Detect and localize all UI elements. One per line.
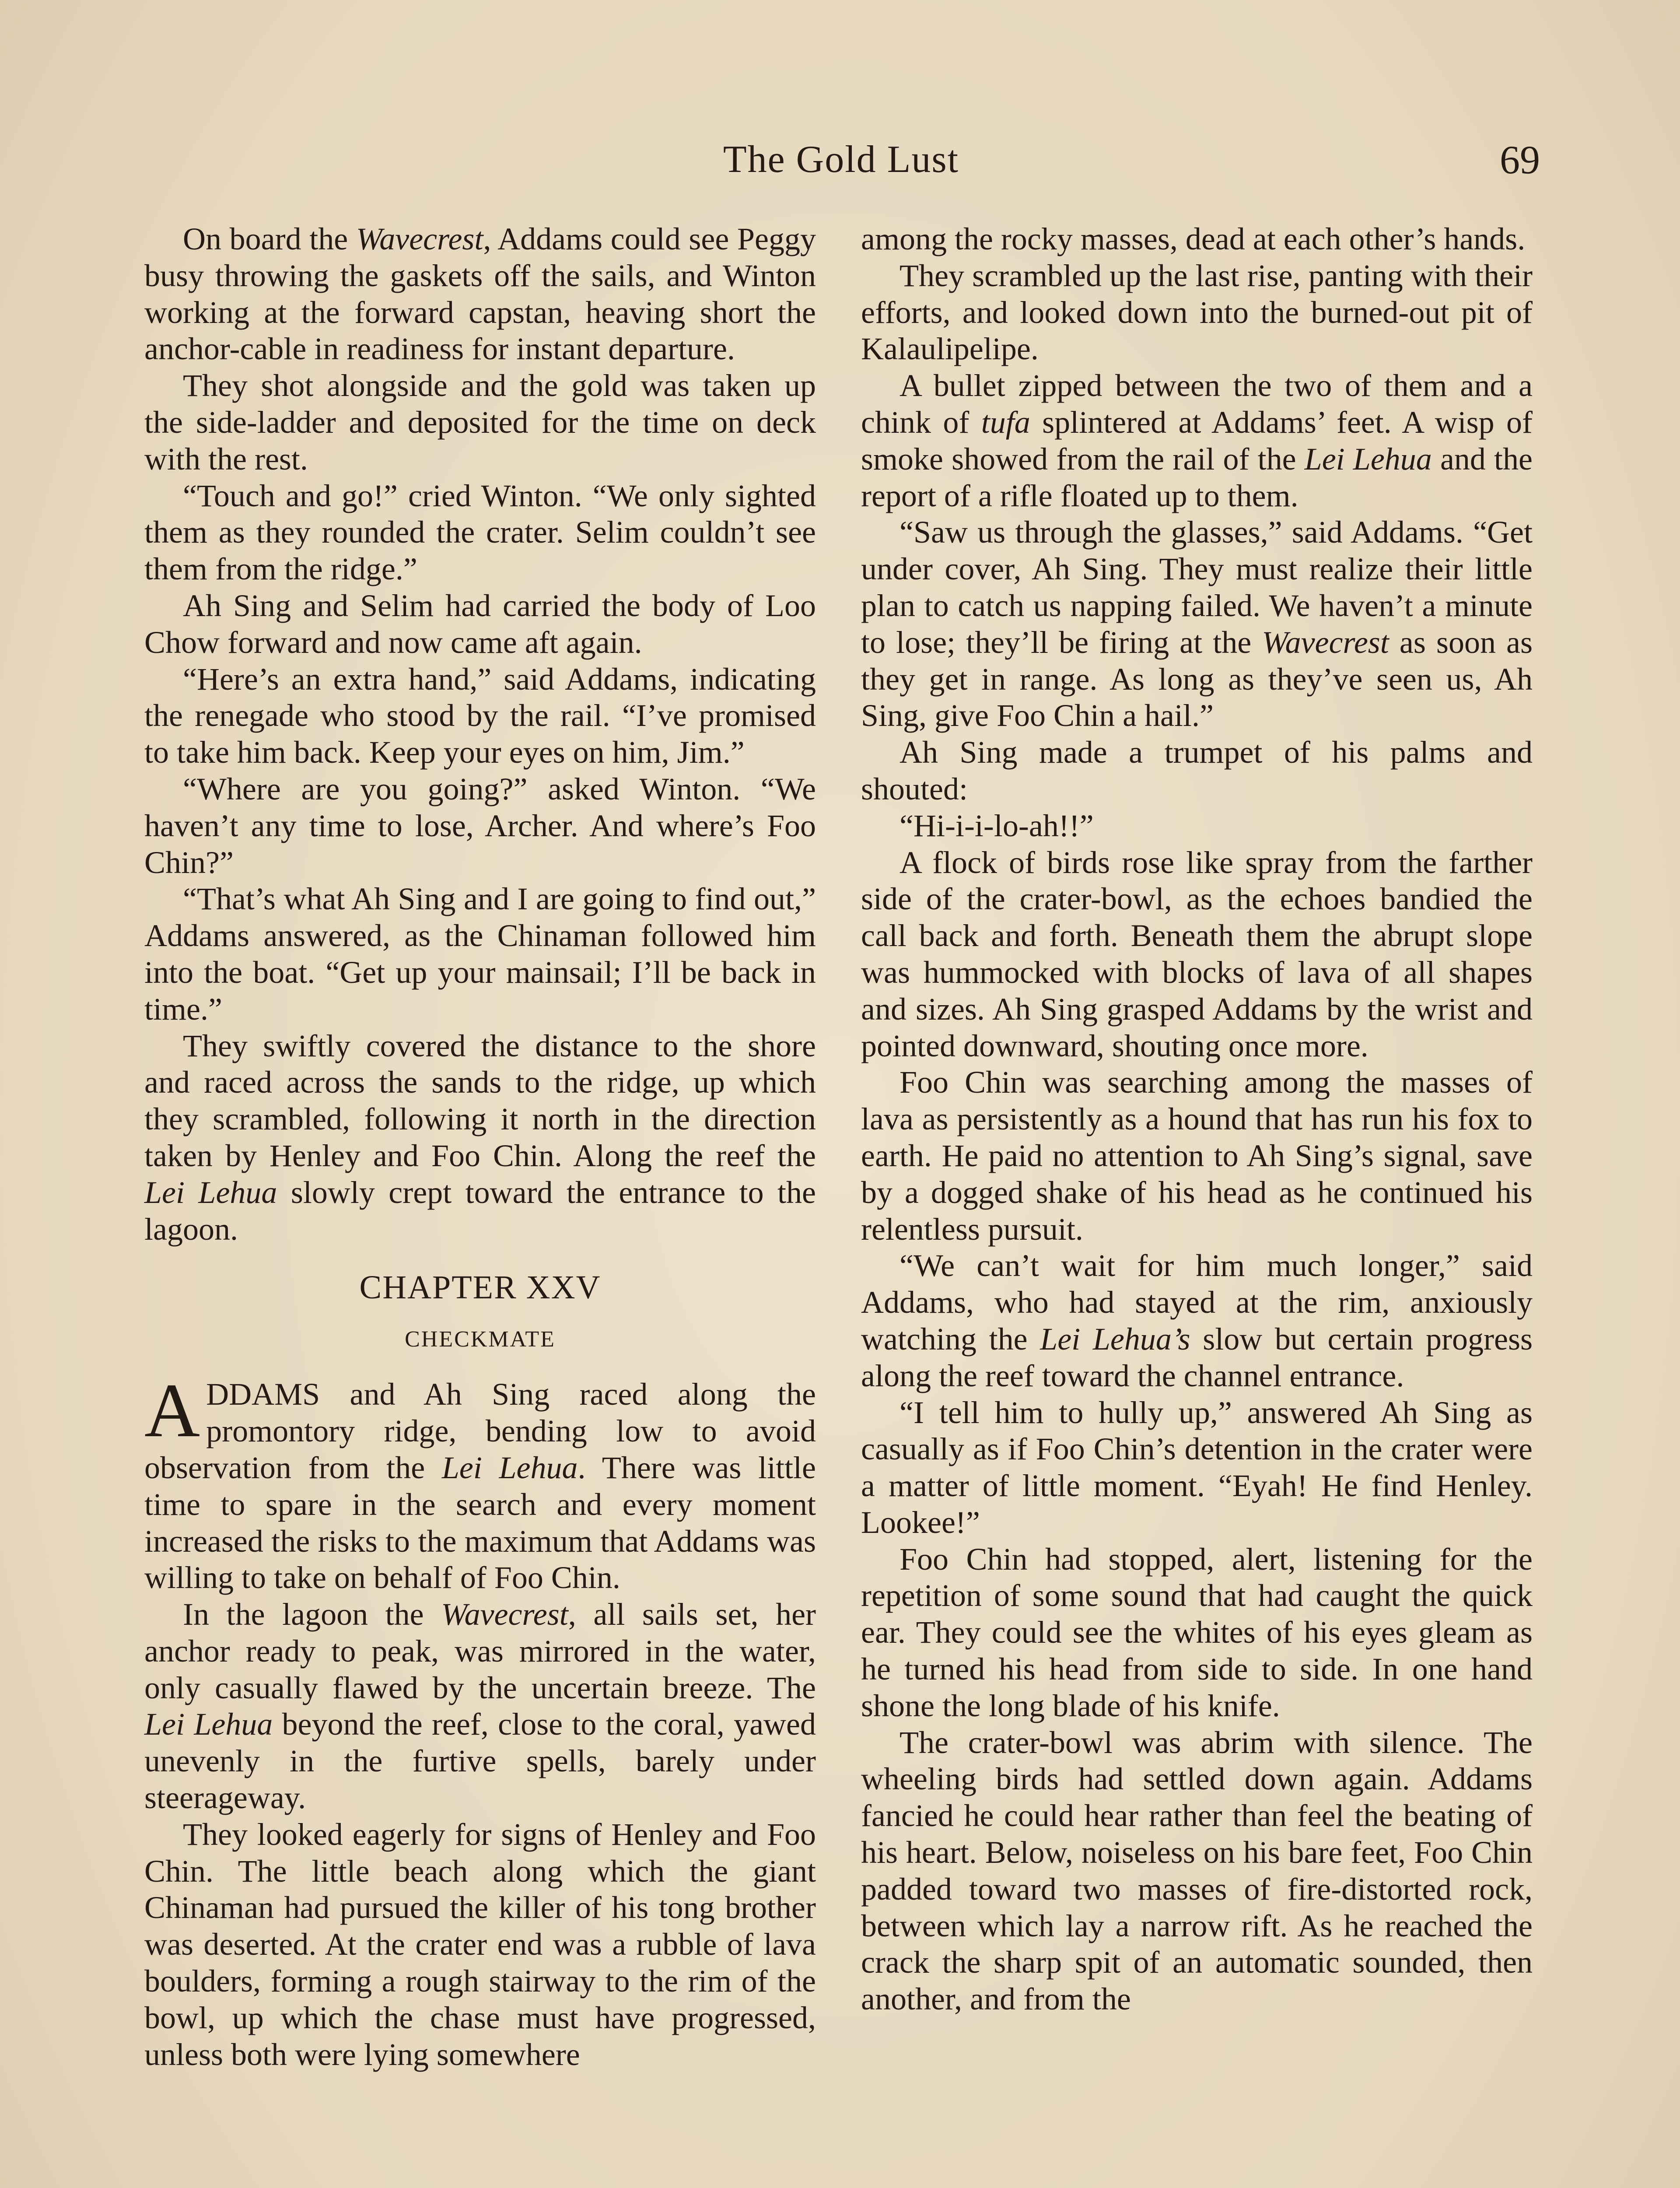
paragraph: “That’s what Ah Sing and I are going to find out,” Addams answered, as the Chinaman followed him into the boat. “Get up your mainsail; I’ll be back in time.”	[144, 881, 816, 1027]
paragraph: “Saw us through the glasses,” said Addams. “Get under cover, Ah Sing. They must realize their little plan to catch us napping failed. We haven’t a minute to lose; they’ll be firing at the Wavecrest as soon as they get in range. As long as they’ve seen us, Ah Sing, give Foo Chin a hail.”	[861, 515, 1533, 733]
paragraph: “I tell him to hully up,” answered Ah Sing as casually as if Foo Chin’s detention in the crater were a matter of little moment. “Eyah! He find Henley. Lookee!”	[861, 1395, 1533, 1540]
paragraph: The crater-bowl was abrim with silence. The wheeling birds had settled down again. Addams fancied he could hear rather than feel the beating of his heart. Below, noiseless on his bare feet, Foo Chin padded toward two masses of fire-distorted rock, between which lay a narrow rift. As he reached the crack the sharp spit of an automatic sounded, then another, and from the	[861, 1725, 1533, 2017]
running-title: The Gold Lust	[723, 138, 959, 181]
paragraph: A bullet zipped between the two of them and a chink of tufa splintered at Addams’ feet. A wisp of smoke showed from the rail of the Lei Lehua and the report of a rifle floated up to them.	[861, 368, 1533, 513]
paragraph: ADDAMS and Ah Sing raced along the promontory ridge, bending low to avoid observation from the Lei Lehua. There was little time to spare in the search and every moment increased the risks to the maximum that Addams was willing to take on behalf of Foo Chin.	[144, 1368, 816, 1595]
drop-cap: A	[144, 1368, 200, 1454]
paragraph: They scrambled up the last rise, panting with their efforts, and looked down into the burned-out pit of Kalaulipelipe.	[861, 258, 1533, 367]
paragraph: “Hi-i-i-lo-ah!!”	[900, 808, 1094, 843]
paragraph: “Where are you going?” asked Winton. “We haven’t any time to lose, Archer. And where’s Foo Chin?”	[144, 771, 816, 880]
paragraph: Foo Chin had stopped, alert, listening for the repetition of some sound that had caught the quick ear. They could see the whites of his eyes gleam as he turned his head from side to side. In one hand shone the long blade of his knife.	[861, 1541, 1533, 1723]
chapter-subtitle: CHECKMATE	[405, 1327, 556, 1352]
paragraph: On board the Wavecrest, Addams could see Peggy busy throwing the gaskets off the sails, and Winton working at the forward capstan, heaving short the anchor-cable in readiness for instant departure.	[144, 221, 816, 367]
right-column	[861, 221, 1533, 2018]
paragraph: They shot alongside and the gold was taken up the side-ladder and deposited for the time on deck with the rest.	[144, 368, 816, 477]
paragraph: “Here’s an extra hand,” said Addams, indicating the renegade who stood by the rail. “I’ve promised to take him back. Keep your eyes on him, Jim.”	[144, 661, 816, 770]
paragraph: “We can’t wait for him much longer,” said Addams, who had stayed at the rim, anxiously watching the Lei Lehua’s slow but certain progress along the reef toward the channel entrance.	[861, 1248, 1533, 1393]
page-header	[142, 129, 1540, 190]
paragraph: Foo Chin was searching among the masses of lava as persistently as a hound that has run his fox to earth. He paid no attention to Ah Sing’s signal, save by a dogged shake of his head as he continued his relentless pursuit.	[861, 1065, 1533, 1247]
paragraph: Ah Sing made a trumpet of his palms and shouted:	[861, 735, 1533, 806]
paragraph: In the lagoon the Wavecrest, all sails set, her anchor ready to peak, was mirrored in the water, only casually flawed by the uncertain breeze. The Lei Lehua beyond the reef, close to the coral, yawed unevenly in the furtive spells, barely under steerageway.	[144, 1597, 816, 1816]
page-number: 69	[1500, 137, 1540, 182]
chapter-title: CHAPTER XXV	[359, 1269, 601, 1306]
paragraph: They looked eagerly for signs of Henley and Foo Chin. The little beach along which the giant Chinaman had pursued the killer of his tong brother was deserted. At the crater end was a rubble of lava boulders, forming a rough stairway to the rim of the bowl, up which the chase must have progressed, unless both were lying somewhere	[144, 1816, 816, 2072]
paragraph: Ah Sing and Selim had carried the body of Loo Chow forward and now came aft again.	[144, 588, 816, 660]
paragraph: “Touch and go!” cried Winton. “We only sighted them as they rounded the crater. Selim couldn’t see them from the ridge.”	[144, 478, 816, 587]
paragraph: A flock of birds rose like spray from the farther side of the crater-bowl, as the echoes bandied the call back and forth. Beneath them the abrupt slope was hummocked with blocks of lava of all shapes and sizes. Ah Sing grasped Addams by the wrist and pointed downward, shouting once more.	[861, 845, 1533, 1063]
paragraph: They swiftly covered the distance to the shore and raced across the sands to the ridge, up which they scrambled, following it north in the direction taken by Henley and Foo Chin. Along the reef the Lei Lehua slowly crept toward the entrance to the lagoon.	[144, 1028, 816, 1247]
paragraph: among the rocky masses, dead at each other’s hands.	[861, 221, 1526, 256]
left-column	[144, 221, 816, 2073]
